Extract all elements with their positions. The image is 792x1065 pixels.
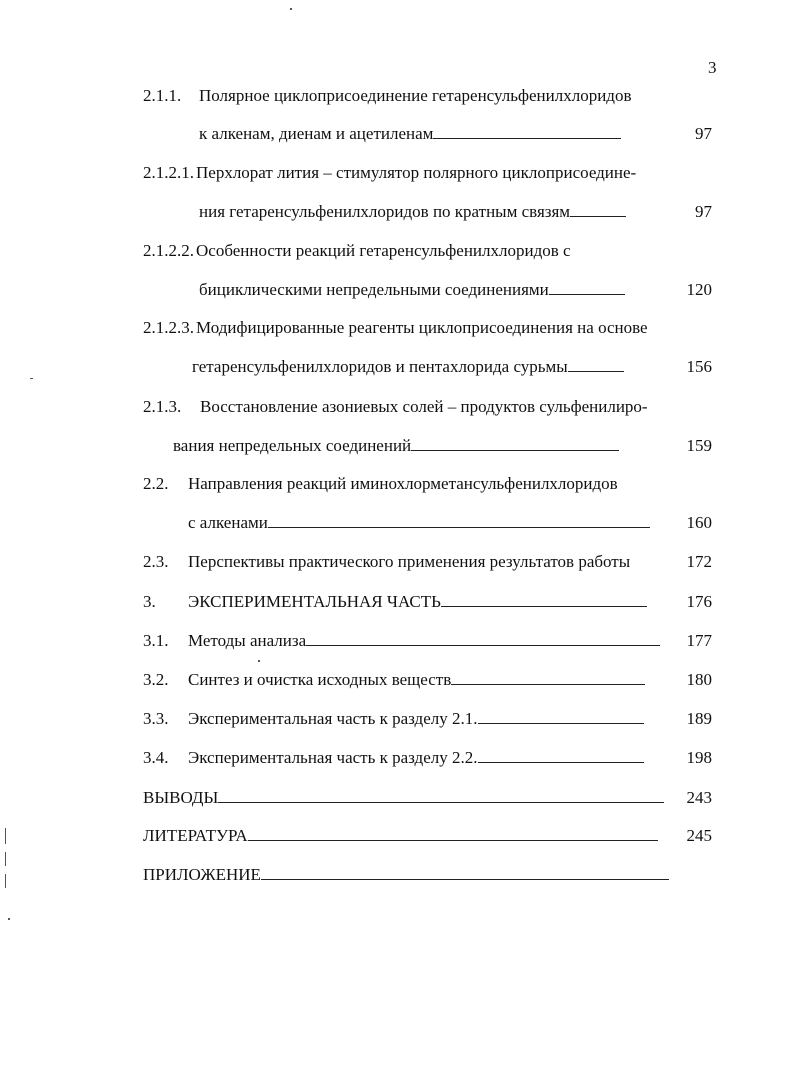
entry-number: 2.1.3. [143,397,182,416]
entry-page: 176 [686,592,712,611]
dot-leader [478,748,644,763]
entry-page: 198 [686,748,712,767]
entry-number: 2.1.2.1. [143,163,194,182]
section-title: ЛИТЕРАТУРА [143,826,248,845]
entry-page: 120 [686,280,712,299]
entry-number: 2.1.2.2. [143,241,194,260]
entry-number: 3. [143,592,156,611]
entry-title: Модифицированные реагенты циклоприсоединения на основе [196,318,648,337]
entry-title: Направления реакций иминохлорметансульфенилхлоридов [188,474,618,493]
scan-mark [258,660,260,662]
entry-page: 160 [686,513,712,532]
dot-leader [268,513,650,528]
scan-mark [5,828,6,844]
dot-leader [411,436,619,451]
entry-title: Методы анализа [188,631,307,650]
entry-title-cont: гетаренсульфенилхлоридов и пентахлорида сурьмы [192,357,568,376]
entry-page: 159 [686,436,712,455]
page-number: 3 [708,58,717,77]
section-title: ВЫВОДЫ [143,788,219,807]
section-page: 245 [686,826,712,845]
entry-title-cont: к алкенам, диенам и ацетиленам [199,124,434,143]
scan-mark [5,874,6,888]
entry-number: 3.1. [143,631,169,650]
entry-title: Полярное циклоприсоединение гетаренсульфенилхлоридов [199,86,632,105]
scan-mark [290,8,292,10]
entry-number: 3.3. [143,709,169,728]
scan-mark [30,378,33,379]
entry-title: Экспериментальная часть к разделу 2.2. [188,748,478,767]
entry-title-cont: ния гетаренсульфенилхлоридов по кратным связям [199,202,571,221]
entry-title: Синтез и очистка исходных веществ [188,670,452,689]
entry-title: Перхлорат лития – стимулятор полярного циклоприсоедине- [196,163,637,182]
entry-number: 3.2. [143,670,169,689]
dot-leader [261,865,669,880]
entry-page: 156 [686,357,712,376]
entry-title-cont: с алкенами [188,513,268,532]
entry-title: Перспективы практического применения результатов работы [188,552,631,571]
dot-leader [549,280,625,295]
dot-leader [248,826,658,841]
entry-title: Экспериментальная часть к разделу 2.1. [188,709,478,728]
entry-title: Восстановление азониевых солей – продуктов сульфенилиро- [200,397,648,416]
entry-page: 180 [686,670,712,689]
entry-page: 172 [686,552,712,571]
entry-number: 2.1.1. [143,86,182,105]
entry-page: 189 [686,709,712,728]
entry-page: 177 [686,631,712,650]
section-page: 243 [686,788,712,807]
entry-number: 2.2. [143,474,169,493]
section-title: ПРИЛОЖЕНИЕ [143,865,261,884]
dot-leader [306,631,660,646]
entry-page: 97 [695,202,712,221]
dot-leader [568,357,624,372]
entry-number: 2.1.2.3. [143,318,194,337]
entry-title: Особенности реакций гетаренсульфенилхлоридов с [196,241,571,260]
dot-leader [441,592,647,607]
scan-mark [8,918,10,920]
dot-leader [218,788,664,803]
dot-leader [570,202,626,217]
entry-title-cont: вания непредельных соединений [173,436,412,455]
scan-mark [5,852,6,866]
entry-title-cont: бициклическими непредельными соединениями [199,280,549,299]
entry-number: 2.3. [143,552,169,571]
dot-leader [451,670,645,685]
entry-number: 3.4. [143,748,169,767]
dot-leader [433,124,621,139]
entry-title: ЭКСПЕРИМЕНТАЛЬНАЯ ЧАСТЬ [188,592,441,611]
dot-leader [478,709,644,724]
entry-page: 97 [695,124,712,143]
